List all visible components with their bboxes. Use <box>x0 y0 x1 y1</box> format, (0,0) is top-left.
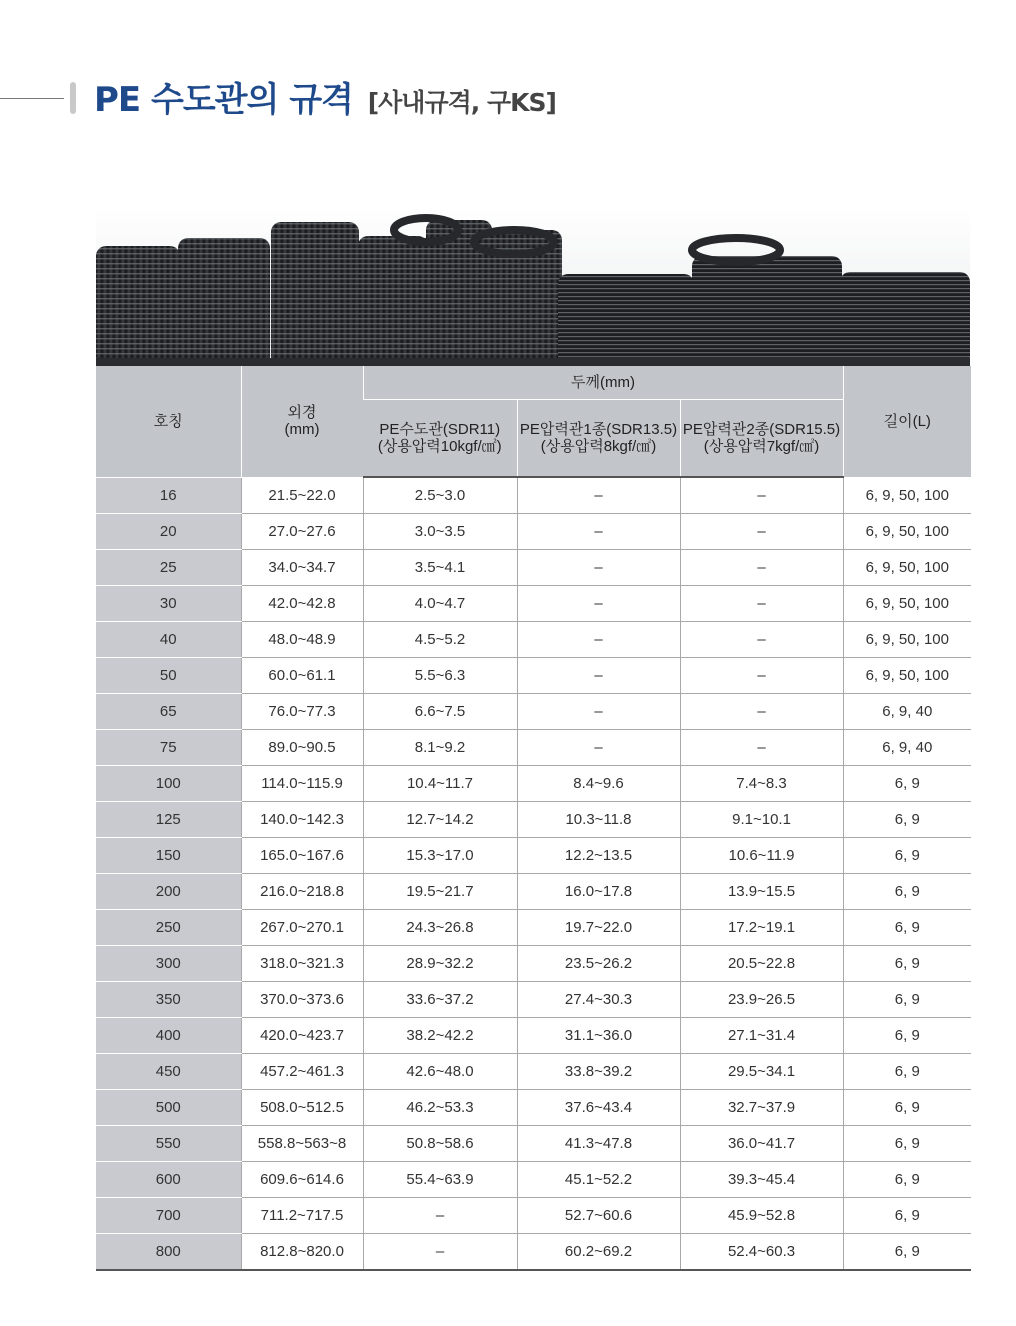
cell-length: 6, 9 <box>843 874 971 910</box>
cell-sdr13-5: 31.1~36.0 <box>517 1018 680 1054</box>
cell-length: 6, 9 <box>843 1090 971 1126</box>
cell-outer-diameter: 216.0~218.8 <box>241 874 363 910</box>
cell-sdr13-5: 8.4~9.6 <box>517 766 680 802</box>
cell-sdr13-5: – <box>517 622 680 658</box>
cell-sdr13-5: – <box>517 477 680 514</box>
page-title-subtitle: [사내규격, 구KS] <box>367 88 556 117</box>
cell-nominal: 65 <box>96 694 241 730</box>
cell-nominal: 700 <box>96 1198 241 1234</box>
cell-sdr13-5: 23.5~26.2 <box>517 946 680 982</box>
cell-sdr15-5: – <box>680 550 843 586</box>
cell-sdr13-5: – <box>517 550 680 586</box>
header-sdr13-5: PE압력관1종(SDR13.5) (상용압력8kgf/㎠) <box>517 400 680 478</box>
cell-sdr15-5: – <box>680 658 843 694</box>
cell-sdr13-5: 45.1~52.2 <box>517 1162 680 1198</box>
title-rule <box>0 98 64 99</box>
cell-sdr11: 19.5~21.7 <box>363 874 517 910</box>
header-length: 길이(L) <box>843 366 971 477</box>
cell-sdr11: 38.2~42.2 <box>363 1018 517 1054</box>
cell-sdr13-5: – <box>517 658 680 694</box>
table-row <box>96 982 971 1018</box>
cell-sdr15-5: 20.5~22.8 <box>680 946 843 982</box>
cell-outer-diameter: 48.0~48.9 <box>241 622 363 658</box>
cell-sdr11: – <box>363 1234 517 1271</box>
cell-outer-diameter: 420.0~423.7 <box>241 1018 363 1054</box>
table-row <box>96 1162 971 1198</box>
cell-sdr11: 3.0~3.5 <box>363 514 517 550</box>
cell-length: 6, 9 <box>843 982 971 1018</box>
cell-outer-diameter: 60.0~61.1 <box>241 658 363 694</box>
table-row <box>96 622 971 658</box>
table-row <box>96 838 971 874</box>
table-row <box>96 1054 971 1090</box>
cell-outer-diameter: 140.0~142.3 <box>241 802 363 838</box>
cell-outer-diameter: 114.0~115.9 <box>241 766 363 802</box>
cell-length: 6, 9, 50, 100 <box>843 514 971 550</box>
page-title <box>94 72 556 121</box>
cell-sdr15-5: 45.9~52.8 <box>680 1198 843 1234</box>
cell-length: 6, 9, 50, 100 <box>843 477 971 514</box>
cell-length: 6, 9 <box>843 1234 971 1271</box>
cell-outer-diameter: 267.0~270.1 <box>241 910 363 946</box>
cell-sdr11: 4.5~5.2 <box>363 622 517 658</box>
cell-length: 6, 9, 50, 100 <box>843 658 971 694</box>
table-row <box>96 766 971 802</box>
pipe-coils-photo <box>96 208 970 366</box>
cell-nominal: 500 <box>96 1090 241 1126</box>
cell-nominal: 100 <box>96 766 241 802</box>
header-thickness-group: 두께(mm) <box>363 366 843 400</box>
cell-sdr13-5: 19.7~22.0 <box>517 910 680 946</box>
cell-sdr15-5: 10.6~11.9 <box>680 838 843 874</box>
cell-nominal: 25 <box>96 550 241 586</box>
cell-sdr11: 46.2~53.3 <box>363 1090 517 1126</box>
cell-sdr11: 6.6~7.5 <box>363 694 517 730</box>
cell-sdr11: 15.3~17.0 <box>363 838 517 874</box>
cell-length: 6, 9, 50, 100 <box>843 622 971 658</box>
table-row <box>96 910 971 946</box>
table-row <box>96 1234 971 1271</box>
table-row <box>96 1198 971 1234</box>
cell-sdr15-5: 13.9~15.5 <box>680 874 843 910</box>
table-row <box>96 1126 971 1162</box>
title-accent-bar <box>70 82 76 114</box>
table-row <box>96 802 971 838</box>
cell-sdr13-5: – <box>517 586 680 622</box>
header-nominal: 호칭 <box>96 366 241 477</box>
cell-nominal: 300 <box>96 946 241 982</box>
cell-nominal: 600 <box>96 1162 241 1198</box>
cell-sdr13-5: 27.4~30.3 <box>517 982 680 1018</box>
cell-outer-diameter: 457.2~461.3 <box>241 1054 363 1090</box>
cell-outer-diameter: 318.0~321.3 <box>241 946 363 982</box>
cell-outer-diameter: 34.0~34.7 <box>241 550 363 586</box>
cell-nominal: 40 <box>96 622 241 658</box>
cell-sdr11: 50.8~58.6 <box>363 1126 517 1162</box>
cell-sdr15-5: 39.3~45.4 <box>680 1162 843 1198</box>
cell-length: 6, 9 <box>843 802 971 838</box>
cell-nominal: 250 <box>96 910 241 946</box>
cell-length: 6, 9 <box>843 946 971 982</box>
cell-nominal: 20 <box>96 514 241 550</box>
cell-nominal: 350 <box>96 982 241 1018</box>
cell-outer-diameter: 558.8~563~8 <box>241 1126 363 1162</box>
table-row <box>96 514 971 550</box>
cell-sdr13-5: – <box>517 514 680 550</box>
cell-outer-diameter: 42.0~42.8 <box>241 586 363 622</box>
cell-outer-diameter: 370.0~373.6 <box>241 982 363 1018</box>
table-row <box>96 730 971 766</box>
cell-sdr13-5: 52.7~60.6 <box>517 1198 680 1234</box>
cell-nominal: 16 <box>96 477 241 514</box>
table-row <box>96 658 971 694</box>
cell-nominal: 200 <box>96 874 241 910</box>
header-outer-diameter: 외경 (mm) <box>241 366 363 477</box>
cell-sdr13-5: 16.0~17.8 <box>517 874 680 910</box>
cell-sdr15-5: 23.9~26.5 <box>680 982 843 1018</box>
cell-nominal: 125 <box>96 802 241 838</box>
cell-length: 6, 9 <box>843 766 971 802</box>
cell-sdr13-5: 33.8~39.2 <box>517 1054 680 1090</box>
cell-nominal: 50 <box>96 658 241 694</box>
spec-table-body <box>96 477 971 1270</box>
cell-sdr15-5: 17.2~19.1 <box>680 910 843 946</box>
cell-sdr15-5: – <box>680 586 843 622</box>
cell-nominal: 30 <box>96 586 241 622</box>
cell-length: 6, 9 <box>843 1018 971 1054</box>
cell-nominal: 400 <box>96 1018 241 1054</box>
table-row <box>96 694 971 730</box>
cell-outer-diameter: 21.5~22.0 <box>241 477 363 514</box>
header-sdr15-5: PE압력관2종(SDR15.5) (상용압력7kgf/㎠) <box>680 400 843 478</box>
cell-sdr13-5: 10.3~11.8 <box>517 802 680 838</box>
table-row <box>96 477 971 514</box>
cell-sdr15-5: 27.1~31.4 <box>680 1018 843 1054</box>
cell-sdr13-5: 37.6~43.4 <box>517 1090 680 1126</box>
table-row <box>96 874 971 910</box>
cell-length: 6, 9 <box>843 1198 971 1234</box>
table-row <box>96 946 971 982</box>
cell-sdr13-5: – <box>517 730 680 766</box>
cell-sdr11: 24.3~26.8 <box>363 910 517 946</box>
cell-sdr15-5: 36.0~41.7 <box>680 1126 843 1162</box>
cell-sdr11: 5.5~6.3 <box>363 658 517 694</box>
cell-sdr11: 33.6~37.2 <box>363 982 517 1018</box>
cell-length: 6, 9, 40 <box>843 694 971 730</box>
cell-sdr11: 10.4~11.7 <box>363 766 517 802</box>
cell-sdr11: – <box>363 1198 517 1234</box>
page-title-main: PE 수도관의 규격 <box>94 80 353 120</box>
cell-sdr15-5: – <box>680 622 843 658</box>
cell-length: 6, 9, 50, 100 <box>843 550 971 586</box>
cell-sdr11: 2.5~3.0 <box>363 477 517 514</box>
cell-outer-diameter: 76.0~77.3 <box>241 694 363 730</box>
cell-length: 6, 9 <box>843 838 971 874</box>
cell-sdr15-5: 52.4~60.3 <box>680 1234 843 1271</box>
table-row <box>96 550 971 586</box>
cell-outer-diameter: 165.0~167.6 <box>241 838 363 874</box>
table-row <box>96 1018 971 1054</box>
cell-sdr15-5: – <box>680 730 843 766</box>
cell-sdr13-5: – <box>517 694 680 730</box>
cell-length: 6, 9, 50, 100 <box>843 586 971 622</box>
cell-length: 6, 9 <box>843 1162 971 1198</box>
cell-length: 6, 9 <box>843 910 971 946</box>
table-row <box>96 586 971 622</box>
cell-outer-diameter: 711.2~717.5 <box>241 1198 363 1234</box>
cell-sdr11: 12.7~14.2 <box>363 802 517 838</box>
cell-sdr11: 8.1~9.2 <box>363 730 517 766</box>
cell-sdr11: 55.4~63.9 <box>363 1162 517 1198</box>
cell-outer-diameter: 27.0~27.6 <box>241 514 363 550</box>
cell-outer-diameter: 508.0~512.5 <box>241 1090 363 1126</box>
cell-sdr13-5: 41.3~47.8 <box>517 1126 680 1162</box>
cell-length: 6, 9, 40 <box>843 730 971 766</box>
cell-outer-diameter: 812.8~820.0 <box>241 1234 363 1271</box>
cell-sdr15-5: – <box>680 514 843 550</box>
cell-sdr11: 4.0~4.7 <box>363 586 517 622</box>
cell-outer-diameter: 89.0~90.5 <box>241 730 363 766</box>
cell-nominal: 450 <box>96 1054 241 1090</box>
cell-length: 6, 9 <box>843 1126 971 1162</box>
cell-sdr15-5: – <box>680 694 843 730</box>
cell-sdr11: 3.5~4.1 <box>363 550 517 586</box>
cell-sdr13-5: 12.2~13.5 <box>517 838 680 874</box>
cell-sdr15-5: 32.7~37.9 <box>680 1090 843 1126</box>
cell-nominal: 550 <box>96 1126 241 1162</box>
cell-sdr15-5: 9.1~10.1 <box>680 802 843 838</box>
header-sdr11: PE수도관(SDR11) (상용압력10kgf/㎠) <box>363 400 517 478</box>
cell-sdr13-5: 60.2~69.2 <box>517 1234 680 1271</box>
pe-pipe-spec-table <box>96 366 971 1271</box>
cell-sdr11: 42.6~48.0 <box>363 1054 517 1090</box>
cell-sdr15-5: 7.4~8.3 <box>680 766 843 802</box>
cell-sdr15-5: – <box>680 477 843 514</box>
cell-nominal: 75 <box>96 730 241 766</box>
cell-nominal: 800 <box>96 1234 241 1271</box>
cell-sdr11: 28.9~32.2 <box>363 946 517 982</box>
table-row <box>96 1090 971 1126</box>
cell-sdr15-5: 29.5~34.1 <box>680 1054 843 1090</box>
cell-outer-diameter: 609.6~614.6 <box>241 1162 363 1198</box>
cell-length: 6, 9 <box>843 1054 971 1090</box>
cell-nominal: 150 <box>96 838 241 874</box>
